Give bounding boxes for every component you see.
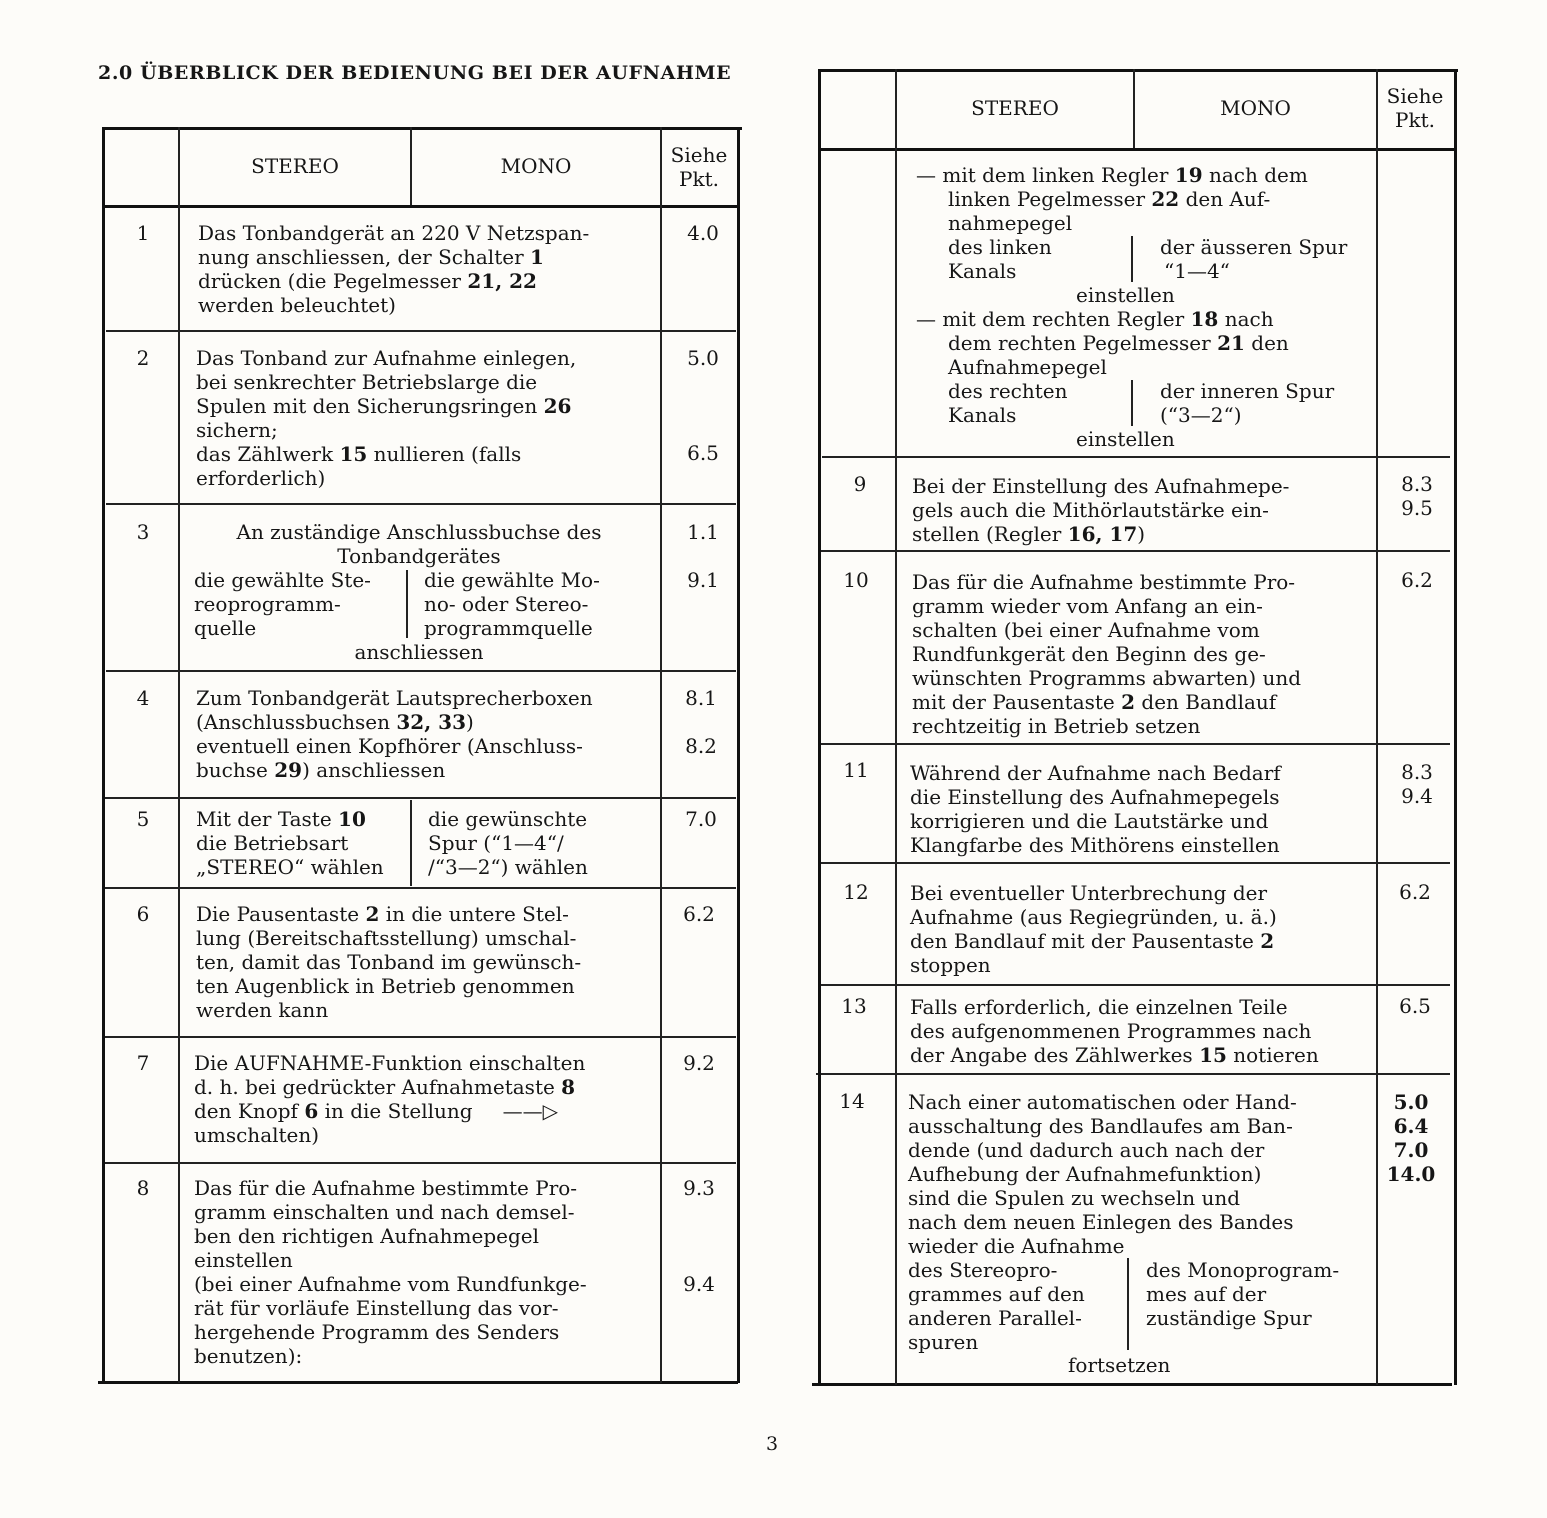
row-number: 5 bbox=[136, 807, 150, 831]
row-text: Die Pausentaste 2 in die untere Stel- lung (Bereitschaftsstellung) umschal- ten, damit das Tonband im gewünsch- ten Augenblick in Betrieb genommen werden kann bbox=[196, 902, 582, 1022]
row-number: 6 bbox=[136, 902, 150, 926]
row-footer: einstellen bbox=[1076, 283, 1175, 307]
reference-point: 7.0 bbox=[685, 807, 717, 831]
header-mono: MONO bbox=[500, 154, 572, 178]
row-text: Falls erforderlich, die einzelnen Teile des aufgenommenen Programmes nach der Angabe des Zählwerkes 15 notieren bbox=[910, 995, 1319, 1067]
stereo-text: die gewählte Ste- reoprogramm- quelle bbox=[194, 568, 371, 640]
reference-point: 6.2 bbox=[1401, 568, 1433, 592]
page-title: 2.0 ÜBERBLICK DER BEDIENUNG BEI DER AUFNAHME bbox=[98, 62, 732, 84]
header-mono: MONO bbox=[1220, 96, 1291, 120]
row-text: Zum Tonbandgerät Lautsprecherboxen (Anschlussbuchsen 32, 33) eventuell einen Kopfhörer (Anschluss- buchse 29) anschliessen bbox=[196, 686, 593, 782]
reference-point: 8.3 bbox=[1401, 472, 1433, 496]
row-number: 13 bbox=[841, 994, 867, 1018]
row-number: 1 bbox=[136, 221, 150, 245]
column-divider bbox=[1131, 380, 1133, 426]
header-pkt: Siehe Pkt. bbox=[1386, 84, 1444, 132]
column-divider bbox=[1127, 1258, 1129, 1350]
header-stereo: STEREO bbox=[971, 96, 1059, 120]
reference-point: 6.5 bbox=[1399, 994, 1431, 1018]
row-text: Nach einer automatischen oder Hand- ausschaltung des Bandlaufes am Ban- dende (und dadurch auch nach der Aufhebung der Aufnahmefunktion) sind die Spulen zu wechseln und nach dem neuen Einlegen des Bandes wieder die Aufnahme bbox=[908, 1090, 1297, 1258]
reference-point: 9.4 bbox=[1401, 784, 1433, 808]
column-divider bbox=[1131, 236, 1133, 282]
mono-text: des Monoprogram- mes auf der zuständige Spur bbox=[1146, 1258, 1340, 1330]
reference-point: 9.1 bbox=[687, 568, 719, 592]
mono-text: die gewählte Mo- no- oder Stereo- programmquelle bbox=[424, 568, 600, 640]
reference-point: 8.3 bbox=[1401, 760, 1433, 784]
row-number: 11 bbox=[843, 758, 869, 782]
arrow-right-icon: ——▷ bbox=[502, 1099, 558, 1123]
row-text: Die AUFNAHME-Funktion einschalten d. h. bei gedrückter Aufnahmetaste 8 den Knopf 6 in die Stellung ——▷ umschalten) bbox=[194, 1051, 586, 1147]
row-text: Während der Aufnahme nach Bedarf die Einstellung des Aufnahmepegels korrigieren und die Lautstärke und Klangfarbe des Mithörens einstellen bbox=[910, 761, 1281, 857]
row-number: 12 bbox=[843, 880, 869, 904]
row-text: Das für die Aufnahme bestimmte Pro- gramm einschalten und nach demsel- ben den richtigen Aufnahmepegel einstellen (bei einer Aufnahme vom Rundfunkge- rät für vorläufe Einstellung das vor- hergehende Programm des Senders benutzen): bbox=[194, 1176, 587, 1368]
stereo-text: des rechten Kanals bbox=[948, 379, 1068, 427]
header-pkt: Siehe Pkt. bbox=[670, 143, 728, 191]
row-text: An zuständige Anschlussbuchse des Tonbandgerätes bbox=[236, 520, 602, 568]
row-number: 3 bbox=[136, 520, 150, 544]
reference-point: 4.0 bbox=[687, 221, 719, 245]
row-number: 4 bbox=[136, 686, 150, 710]
stereo-text: Mit der Taste 10 die Betriebsart „STEREO“ wählen bbox=[196, 807, 384, 879]
header-stereo: STEREO bbox=[251, 154, 339, 178]
reference-point: 6.5 bbox=[687, 441, 719, 465]
reference-point: 9.4 bbox=[683, 1272, 715, 1296]
row-footer: einstellen bbox=[1076, 427, 1175, 451]
reference-point: 9.5 bbox=[1401, 496, 1433, 520]
row-text: Bei der Einstellung des Aufnahmepe- gels auch die Mithörlautstärke ein- stellen (Regler 16, 17) bbox=[912, 474, 1290, 546]
reference-point: 9.2 bbox=[683, 1051, 715, 1075]
row-footer: fortsetzen bbox=[1068, 1353, 1171, 1377]
page-number: 3 bbox=[765, 1433, 779, 1455]
row-number: 9 bbox=[853, 472, 867, 496]
reference-point: 6.2 bbox=[683, 902, 715, 926]
row-text: Das Tonbandgerät an 220 V Netzspan- nung anschliessen, der Schalter 1 drücken (die Pegelmesser 21, 22 werden beleuchtet) bbox=[198, 221, 590, 317]
reference-point: 8.2 bbox=[685, 734, 717, 758]
reference-point: 8.1 bbox=[685, 686, 717, 710]
reference-point: 1.1 bbox=[687, 520, 719, 544]
stereo-text: des linken Kanals bbox=[948, 235, 1052, 283]
row-number: 7 bbox=[136, 1051, 150, 1075]
row-text: Das für die Aufnahme bestimmte Pro- gramm wieder vom Anfang an ein- schalten (bei einer Aufnahme vom Rundfunkgerät den Beginn des ge- wünschten Programms abwarten) und mit der Pausentaste 2 den Bandlauf rechtzeitig in Betrieb setzen bbox=[912, 570, 1302, 738]
mono-text: der äusseren Spur “1—4“ bbox=[1160, 235, 1348, 283]
row-number: 2 bbox=[136, 346, 150, 370]
mono-text: der inneren Spur (“3—2“) bbox=[1160, 379, 1335, 427]
row-text: — mit dem linken Regler 19 nach dem linken Pegelmesser 22 den Auf- nahmepegel bbox=[916, 163, 1308, 235]
reference-point: 5.0 6.4 7.0 14.0 bbox=[1386, 1090, 1436, 1186]
row-text: Bei eventueller Unterbrechung der Aufnahme (aus Regiegründen, u. ä.) den Bandlauf mit der Pausentaste 2 stoppen bbox=[910, 881, 1277, 977]
mono-text: die gewünschte Spur (“1—4“/ /“3—2“) wählen bbox=[428, 807, 588, 879]
row-number: 8 bbox=[136, 1176, 150, 1200]
reference-point: 6.2 bbox=[1399, 880, 1431, 904]
reference-point: 9.3 bbox=[683, 1176, 715, 1200]
row-number: 14 bbox=[839, 1089, 865, 1113]
row-footer: anschliessen bbox=[354, 640, 484, 664]
row-number: 10 bbox=[843, 568, 869, 592]
row-text: Das Tonband zur Aufnahme einlegen, bei senkrechter Betriebslarge die Spulen mit den Sicherungsringen 26 sichern; das Zählwerk 15 nullieren (falls erforderlich) bbox=[196, 346, 577, 490]
reference-point: 5.0 bbox=[687, 346, 719, 370]
row-text: — mit dem rechten Regler 18 nach dem rechten Pegelmesser 21 den Aufnahmepegel bbox=[916, 307, 1289, 379]
stereo-text: des Stereopro- grammes auf den anderen Parallel- spuren bbox=[908, 1258, 1085, 1354]
